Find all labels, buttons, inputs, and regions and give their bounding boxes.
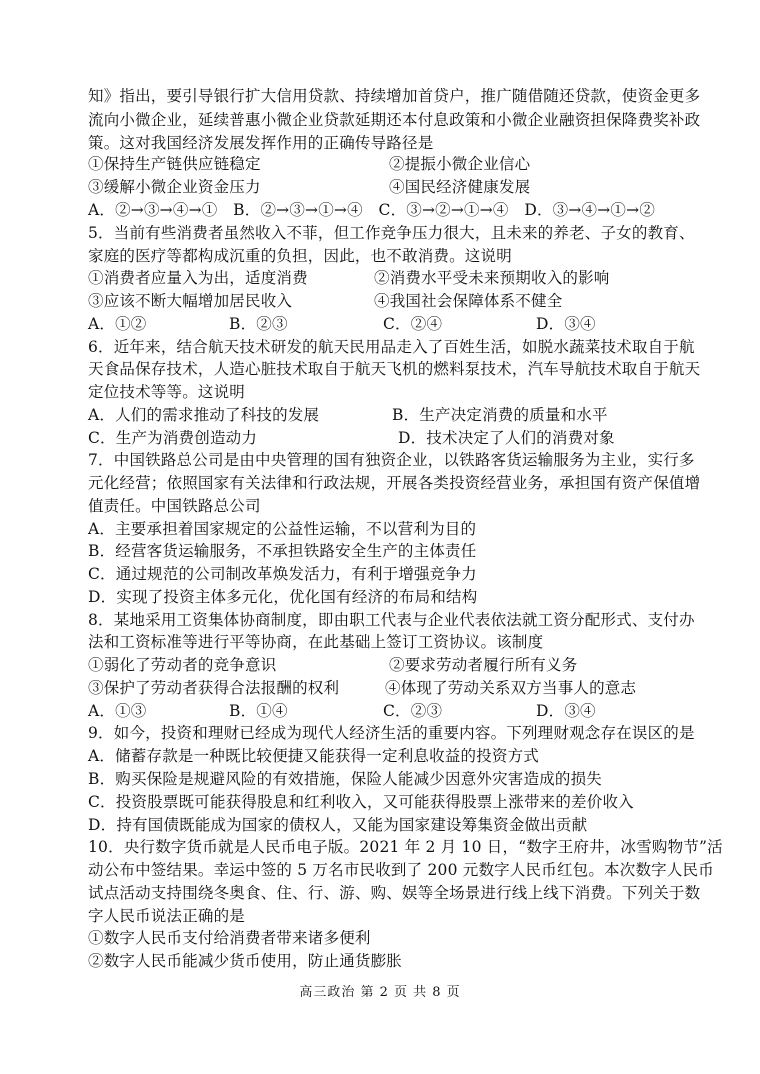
q7-choice-d: D．实现了投资主体多元化，优化国有经济的布局和结构 [88, 588, 478, 606]
q5-line-2: 家庭的医疗等都构成沉重的负担，因此，也不敢消费。这说明 [88, 247, 512, 265]
q7-choice-a: A．主要承担着国家规定的公益性运输，不以营利为目的 [88, 520, 477, 538]
q8-line-1: 8．某地采用工资集体协商制度，即由职工代表与企业代表依法就工资分配形式、支付办 [88, 611, 695, 629]
q9-choice-a: A．储蓄存款是一种既比较便捷又能获得一定利息收益的投资方式 [88, 747, 539, 765]
q8-choice-c: C．②③ [383, 702, 443, 720]
q5-option-2: ②消费水平受未来预期收入的影响 [374, 269, 610, 287]
q5-choice-d: D．③④ [536, 315, 596, 333]
q8-choice-d: D．③④ [536, 702, 596, 720]
q6-choice-a: A．人们的需求推动了科技的发展 [88, 406, 320, 424]
q7-choice-b: B．经营客货运输服务，不承担铁路安全生产的主体责任 [88, 542, 477, 560]
intro-line-2: 流向小微企业，延续普惠小微企业贷款延期还本付息政策和小微企业融资担保降费奖补政 [88, 111, 701, 129]
q5-line-1: 5．当前有些消费者虽然收入不菲，但工作竞争压力很大，且未来的养老、子女的教育、 [88, 224, 695, 242]
q5-choice-c: C．②④ [383, 315, 443, 333]
q5-choice-a: A．①② [88, 315, 147, 333]
intro-option-2: ②提振小微企业信心 [389, 155, 531, 173]
q10-line-1: 10．央行数字货币就是人民币电子版。2021 年 2 月 10 日，“数字王府井，冰雪购物节”活 [88, 838, 723, 856]
q10-option-1: ①数字人民币支付给消费者带来诸多便利 [88, 929, 371, 947]
q8-choice-a: A．①③ [88, 702, 147, 720]
q8-choice-b: B．①④ [229, 702, 288, 720]
q10-option-2: ②数字人民币能减少货币使用，防止通货膨胀 [88, 952, 403, 970]
q9-choice-c: C．投资股票既可能获得股息和红利收入，又可能获得股票上涨带来的差价收入 [88, 793, 634, 811]
q5-choice-b: B．②③ [229, 315, 288, 333]
q8-option-3: ③保护了劳动者获得合法报酬的权利 [88, 679, 340, 697]
q10-line-4: 字人民币说法正确的是 [88, 907, 246, 925]
intro-line-1: 知》指出，要引导银行扩大信用贷款、持续增加首贷户，推广随借随还贷款，使资金更多 [88, 87, 701, 105]
q7-line-1: 7．中国铁路总公司是由中央管理的国有独资企业，以铁路客货运输服务为主业，实行多 [88, 451, 695, 469]
q6-line-3: 定位技术等等。这说明 [88, 383, 246, 401]
q8-line-2: 法和工资标准等进行平等协商，在此基础上签订工资协议。该制度 [88, 633, 544, 651]
q5-option-4: ④我国社会保障体系不健全 [374, 292, 563, 310]
q8-option-2: ②要求劳动者履行所有义务 [389, 656, 578, 674]
q5-option-3: ③应该不断大幅增加居民收入 [88, 292, 293, 310]
intro-option-4: ④国民经济健康发展 [389, 178, 531, 196]
q6-line-2: 天食品保存技术，人造心脏技术取自于航天飞机的燃料泵技术，汽车导航技术取自于航天 [88, 360, 701, 378]
q10-line-3: 试点活动支持围绕冬奥食、住、行、游、购、娱等全场景进行线上线下消费。下列关于数 [88, 884, 701, 902]
q9-choice-b: B．购买保险是规避风险的有效措施，保险人能减少因意外灾害造成的损失 [88, 770, 602, 788]
q6-choice-b: B．生产决定消费的质量和水平 [392, 406, 608, 424]
q7-line-2: 元化经营；依照国家有关法律和行政法规，开展各类投资经营业务，承担国有资产保值增 [88, 474, 701, 492]
intro-choices: A．②→③→④→① B．②→③→①→④ C．③→②→①→④ D．③→④→①→② [88, 201, 656, 219]
q7-line-3: 值责任。中国铁路总公司 [88, 497, 261, 515]
q6-choice-c: C．生产为消费创造动力 [88, 429, 258, 447]
q7-choice-c: C．通过规范的公司制改革焕发活力，有利于增强竞争力 [88, 565, 477, 583]
q9-line-1: 9．如今，投资和理财已经成为现代人经济生活的重要内容。下列理财观念存在误区的是 [88, 724, 695, 742]
q8-option-4: ④体现了劳动关系双方当事人的意志 [385, 679, 637, 697]
q5-option-1: ①消费者应量入为出，适度消费 [88, 269, 308, 287]
q8-option-1: ①弱化了劳动者的竞争意识 [88, 656, 277, 674]
q6-line-1: 6．近年来，结合航天技术研发的航天民用品走入了百姓生活，如脱水蔬菜技术取自于航 [88, 338, 695, 356]
intro-option-1: ①保持生产链供应链稳定 [88, 155, 261, 173]
q9-choice-d: D．持有国债既能成为国家的债权人，又能为国家建设筹集资金做出贡献 [88, 816, 588, 834]
q6-choice-d: D．技术决定了人们的消费对象 [398, 429, 615, 447]
intro-option-3: ③缓解小微企业资金压力 [88, 178, 261, 196]
intro-line-3: 策。这对我国经济发展发挥作用的正确传导路径是 [88, 134, 434, 152]
page-footer: 高三政治 第 2 页 共 8 页 [299, 985, 461, 1000]
q10-line-2: 动公布中签结果。幸运中签的 5 万名市民收到了 200 元数字人民币红包。本次数字人民币 [88, 861, 714, 879]
